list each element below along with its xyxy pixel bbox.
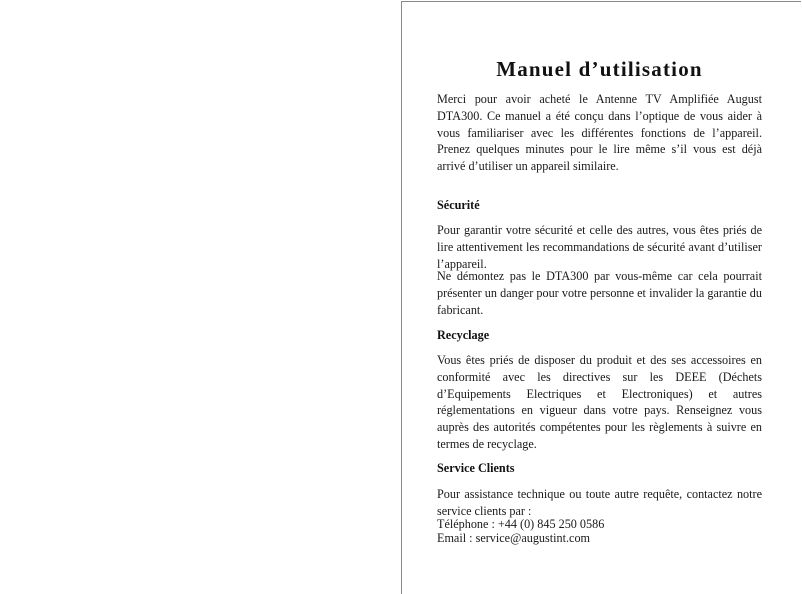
- recycling-heading: Recyclage: [437, 328, 490, 342]
- manual-title: Manuel d’utilisation: [496, 57, 703, 81]
- service-phone: Téléphone : +44 (0) 845 250 0586: [437, 517, 605, 531]
- service-clients-paragraph: Pour assistance technique ou toute autre requête, contactez notre service clients par :: [437, 487, 762, 518]
- security-paragraph-2: Ne démontez pas le DTA300 par vous-même car cela pourrait présenter un danger pour votre personne et invalider la garantie du fabricant.: [437, 269, 762, 317]
- security-paragraph-1: Pour garantir votre sécurité et celle des autres, vous êtes priés de lire attentivement les recommandations de sécurité avant d’utiliser l’appareil.: [437, 223, 762, 271]
- right-manual-page: [401, 1, 801, 594]
- security-heading: Sécurité: [437, 198, 480, 212]
- service-email: Email : service@augustint.com: [437, 531, 591, 545]
- intro-paragraph: Merci pour avoir acheté le Antenne TV Amplifiée August DTA300. Ce manuel a été conçu dans l’optique de vous aider à vous familiariser avec les différentes fonctions de l’appareil. Prenez quelques minutes pour le lire même s’il vous est déjà arrivé d’utiliser un appareil similaire.: [437, 92, 762, 174]
- recycling-paragraph: Vous êtes priés de disposer du produit et des ses accessoires en conformité avec les directives sur les DEEE (Déchets d’Equipements Electriques et Electroniques) et autres réglementations en vigueur dans votre pays. Renseignez vous auprès des autorités compétentes pour les règlements à suivre en termes de recyclage.: [437, 353, 762, 451]
- service-contact-lines: [437, 517, 762, 545]
- service-clients-heading: Service Clients: [437, 461, 515, 475]
